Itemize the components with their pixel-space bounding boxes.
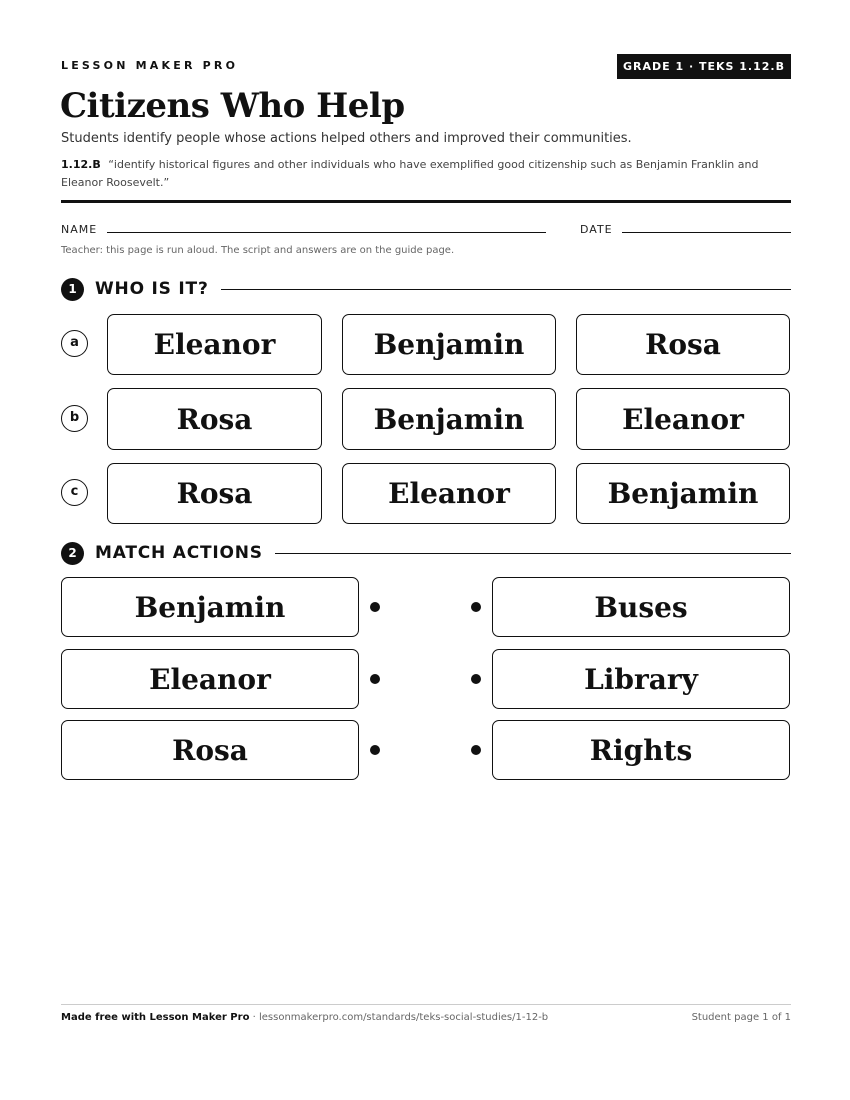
name-card[interactable]: Rosa bbox=[107, 388, 322, 450]
standard-code: 1.12.B bbox=[61, 158, 101, 171]
page-subtitle: Students identify people whose actions helped others and improved their communities. bbox=[61, 131, 632, 146]
footer-credit bbox=[61, 1012, 548, 1023]
grade-badge: GRADE 1 · TEKS 1.12.B bbox=[617, 54, 791, 79]
footer-divider bbox=[61, 1004, 791, 1005]
footer-url[interactable]: · lessonmakerpro.com/standards/teks-social-studies/1-12-b bbox=[249, 1012, 549, 1023]
match-dot-right[interactable] bbox=[471, 674, 481, 684]
match-left-card[interactable]: Eleanor bbox=[61, 649, 359, 709]
name-card[interactable]: Benjamin bbox=[576, 463, 790, 524]
section-who-is-it-header bbox=[61, 277, 791, 301]
name-label: NAME bbox=[61, 223, 98, 236]
standard-description bbox=[61, 156, 796, 192]
date-label: DATE bbox=[580, 223, 613, 236]
name-card[interactable]: Rosa bbox=[576, 314, 790, 375]
footer-made-with: Made free with Lesson Maker Pro bbox=[61, 1012, 250, 1023]
name-card[interactable]: Benjamin bbox=[342, 388, 556, 450]
section-rule bbox=[275, 553, 791, 554]
section-title: MATCH ACTIONS bbox=[95, 543, 263, 563]
match-left-card[interactable]: Rosa bbox=[61, 720, 359, 780]
section-number: 1 bbox=[61, 278, 84, 301]
match-right-card[interactable]: Buses bbox=[492, 577, 790, 637]
footer-page-number: Student page 1 of 1 bbox=[691, 1012, 791, 1023]
name-field[interactable] bbox=[107, 232, 546, 233]
row-letter-c: c bbox=[61, 479, 88, 506]
match-dot-right[interactable] bbox=[471, 602, 481, 612]
brand-name: LESSON MAKER PRO bbox=[61, 59, 239, 72]
row-letter-a: a bbox=[61, 330, 88, 357]
section-title: WHO IS IT? bbox=[95, 279, 209, 299]
section-rule bbox=[221, 289, 791, 290]
match-right-card[interactable]: Rights bbox=[492, 720, 790, 780]
name-card[interactable]: Rosa bbox=[107, 463, 322, 524]
name-card[interactable]: Eleanor bbox=[342, 463, 556, 524]
section-number: 2 bbox=[61, 542, 84, 565]
match-right-card[interactable]: Library bbox=[492, 649, 790, 709]
section-match-actions-header bbox=[61, 541, 791, 565]
teacher-note: Teacher: this page is run aloud. The script and answers are on the guide page. bbox=[61, 245, 455, 256]
name-card[interactable]: Benjamin bbox=[342, 314, 556, 375]
match-dot-left[interactable] bbox=[370, 745, 380, 755]
date-field[interactable] bbox=[622, 232, 791, 233]
standard-text: “identify historical figures and other individuals who have exemplified good citizenship such as Benjamin Franklin and Eleanor Roosevelt.” bbox=[61, 158, 759, 189]
match-dot-right[interactable] bbox=[471, 745, 481, 755]
match-left-card[interactable]: Benjamin bbox=[61, 577, 359, 637]
page-title: Citizens Who Help bbox=[60, 86, 405, 126]
match-dot-left[interactable] bbox=[370, 602, 380, 612]
name-card[interactable]: Eleanor bbox=[107, 314, 322, 375]
header-divider bbox=[61, 200, 791, 203]
match-dot-left[interactable] bbox=[370, 674, 380, 684]
row-letter-b: b bbox=[61, 405, 88, 432]
name-card[interactable]: Eleanor bbox=[576, 388, 790, 450]
